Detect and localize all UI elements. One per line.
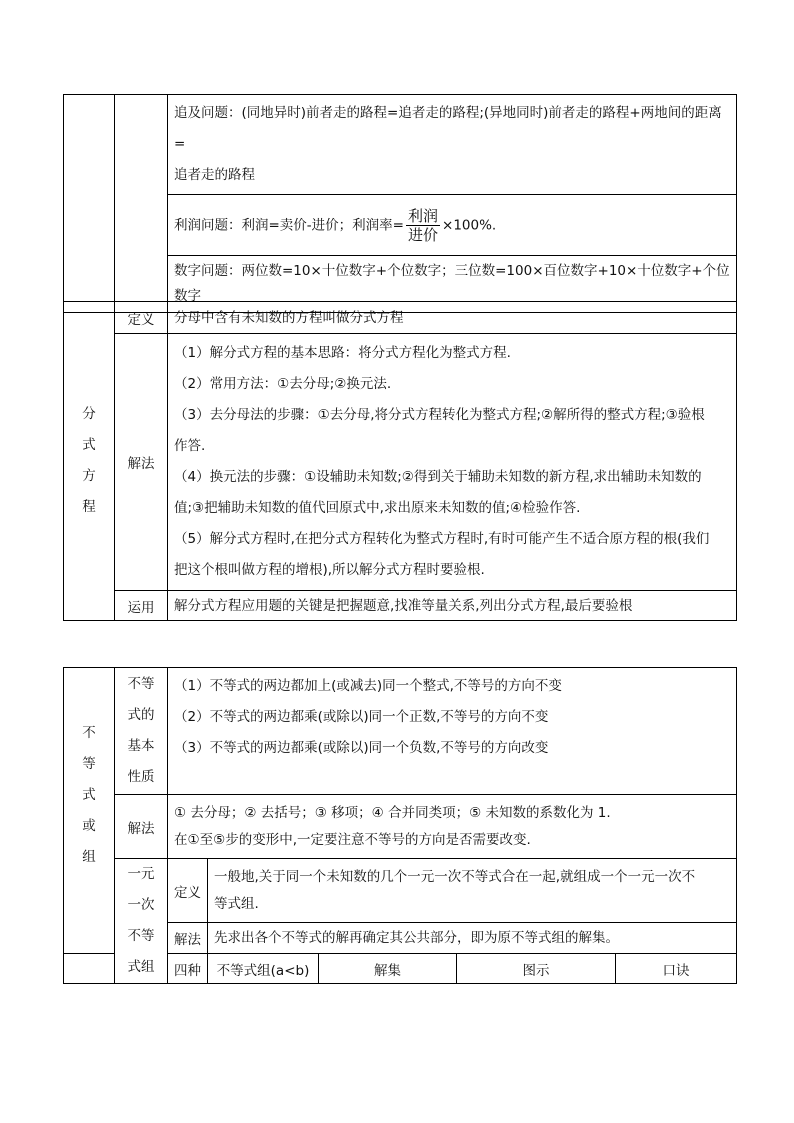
title-char: 分 bbox=[82, 406, 96, 422]
header-kinds: 四种 bbox=[168, 954, 208, 984]
profit-prefix: 利润问题：利润=卖价-进价；利润率= bbox=[174, 217, 404, 233]
method-line: （4）换元法的步骤：①设辅助未知数;②得到关于辅助未知数的新方程,求出辅助未知数的 bbox=[174, 469, 702, 485]
definition-line: 等式组. bbox=[214, 895, 259, 912]
system-method-label: 解法 bbox=[168, 923, 208, 954]
label-part: 性质 bbox=[127, 769, 155, 785]
method-line: （3）去分母法的步骤：①去分母,将分式方程转化为整式方程;②解所得的整式方程;③验根 bbox=[174, 407, 705, 423]
definition-text: 分母中含有未知数的方程叫做分式方程 bbox=[168, 302, 737, 334]
header-system: 不等式组(a<b) bbox=[208, 954, 319, 984]
method-text bbox=[168, 334, 737, 591]
title-char: 或 bbox=[82, 817, 96, 834]
method-label: 解法 bbox=[115, 334, 168, 591]
linear-system-label bbox=[115, 859, 168, 984]
chase-line-1: 追及问题：(同地异时)前者走的路程=追者走的路程;(异地同时)前者走的路程+两地间的距离= bbox=[174, 105, 722, 152]
system-method-text: 先求出各个不等式的解再确定其公共部分，即为原不等式组的解集。 bbox=[208, 923, 737, 954]
label-part: 一元 bbox=[127, 866, 155, 882]
method-line: （2）常用方法：①去分母;②换元法. bbox=[174, 376, 392, 392]
basic-properties-text bbox=[168, 668, 737, 795]
definition-line: 一般地,关于同一个未知数的几个一元一次不等式合在一起,就组成一个一元一次不 bbox=[214, 868, 696, 885]
title-char: 式 bbox=[82, 786, 96, 803]
title-char: 程 bbox=[82, 499, 96, 515]
inequality-table bbox=[63, 667, 737, 984]
title-bottom-cell bbox=[64, 954, 115, 984]
inequality-method-label: 解法 bbox=[115, 795, 168, 859]
property-line: （3）不等式的两边都乘(或除以)同一个负数,不等号的方向改变 bbox=[174, 740, 549, 756]
chase-line-2: 追者走的路程 bbox=[174, 167, 255, 183]
profit-numerator: 利润 bbox=[408, 206, 439, 225]
sub-blank-cell bbox=[115, 95, 168, 313]
digit-problem-cell: 数字问题：两位数=10×十位数字+个位数字；三位数=100×百位数字+10×十位数字+个位数字 bbox=[168, 256, 737, 313]
method-line: （5）解分式方程时,在把分式方程转化为整式方程时,有时可能产生不适合原方程的根(我们 bbox=[174, 531, 710, 547]
system-definition-text bbox=[208, 859, 737, 923]
title-char: 等 bbox=[82, 755, 96, 772]
chase-problem-cell bbox=[168, 95, 737, 195]
header-rhyme: 口诀 bbox=[616, 954, 737, 984]
system-definition-label: 定义 bbox=[168, 859, 208, 923]
property-line: （2）不等式的两边都乘(或除以)同一个正数,不等号的方向不变 bbox=[174, 709, 549, 725]
title-continuation-cell bbox=[64, 923, 115, 954]
label-part: 基本 bbox=[127, 738, 155, 754]
title-char: 方 bbox=[82, 468, 96, 484]
method-line: （1）解分式方程的基本思路：将分式方程化为整式方程. bbox=[174, 345, 511, 361]
title-char: 不 bbox=[82, 724, 96, 741]
label-part: 式组 bbox=[127, 959, 155, 975]
profit-fraction bbox=[406, 207, 440, 244]
inequality-method-text bbox=[168, 795, 737, 859]
left-blank-cell bbox=[64, 95, 115, 313]
application-text: 解分式方程应用题的关键是把握题意,找准等量关系,列出分式方程,最后要验根 bbox=[168, 591, 737, 621]
method-line: ① 去分母；② 去括号；③ 移项；④ 合并同类项；⑤ 未知数的系数化为 1. bbox=[174, 804, 611, 821]
fractional-equation-table bbox=[63, 301, 737, 621]
label-part: 不等 bbox=[127, 928, 155, 944]
label-part: 式的 bbox=[127, 707, 155, 723]
method-line: 把这个根叫做方程的增根),所以解分式方程时要验根. bbox=[174, 562, 485, 578]
title-char: 组 bbox=[82, 848, 96, 865]
property-line: （1）不等式的两边都加上(或减去)同一个整式,不等号的方向不变 bbox=[174, 678, 562, 694]
method-line: 在①至⑤步的变形中,一定要注意不等号的方向是否需要改变. bbox=[174, 831, 531, 848]
label-part: 一次 bbox=[127, 897, 155, 913]
method-line: 值;③把辅助未知数的值代回原式中,求出原来未知数的值;④检验作答. bbox=[174, 500, 581, 516]
fractional-equation-title bbox=[64, 302, 115, 621]
title-char: 式 bbox=[82, 437, 96, 453]
method-line: 作答. bbox=[174, 438, 206, 454]
label-part: 不等 bbox=[127, 676, 155, 692]
profit-denominator: 进价 bbox=[408, 225, 439, 244]
definition-label: 定义 bbox=[115, 302, 168, 334]
header-diagram: 图示 bbox=[457, 954, 616, 984]
header-solution: 解集 bbox=[319, 954, 457, 984]
profit-suffix: ×100%. bbox=[442, 217, 497, 233]
word-problems-table bbox=[63, 94, 737, 313]
profit-problem-cell bbox=[168, 195, 737, 256]
basic-properties-label bbox=[115, 668, 168, 795]
application-label: 运用 bbox=[115, 591, 168, 621]
inequality-title bbox=[64, 668, 115, 923]
